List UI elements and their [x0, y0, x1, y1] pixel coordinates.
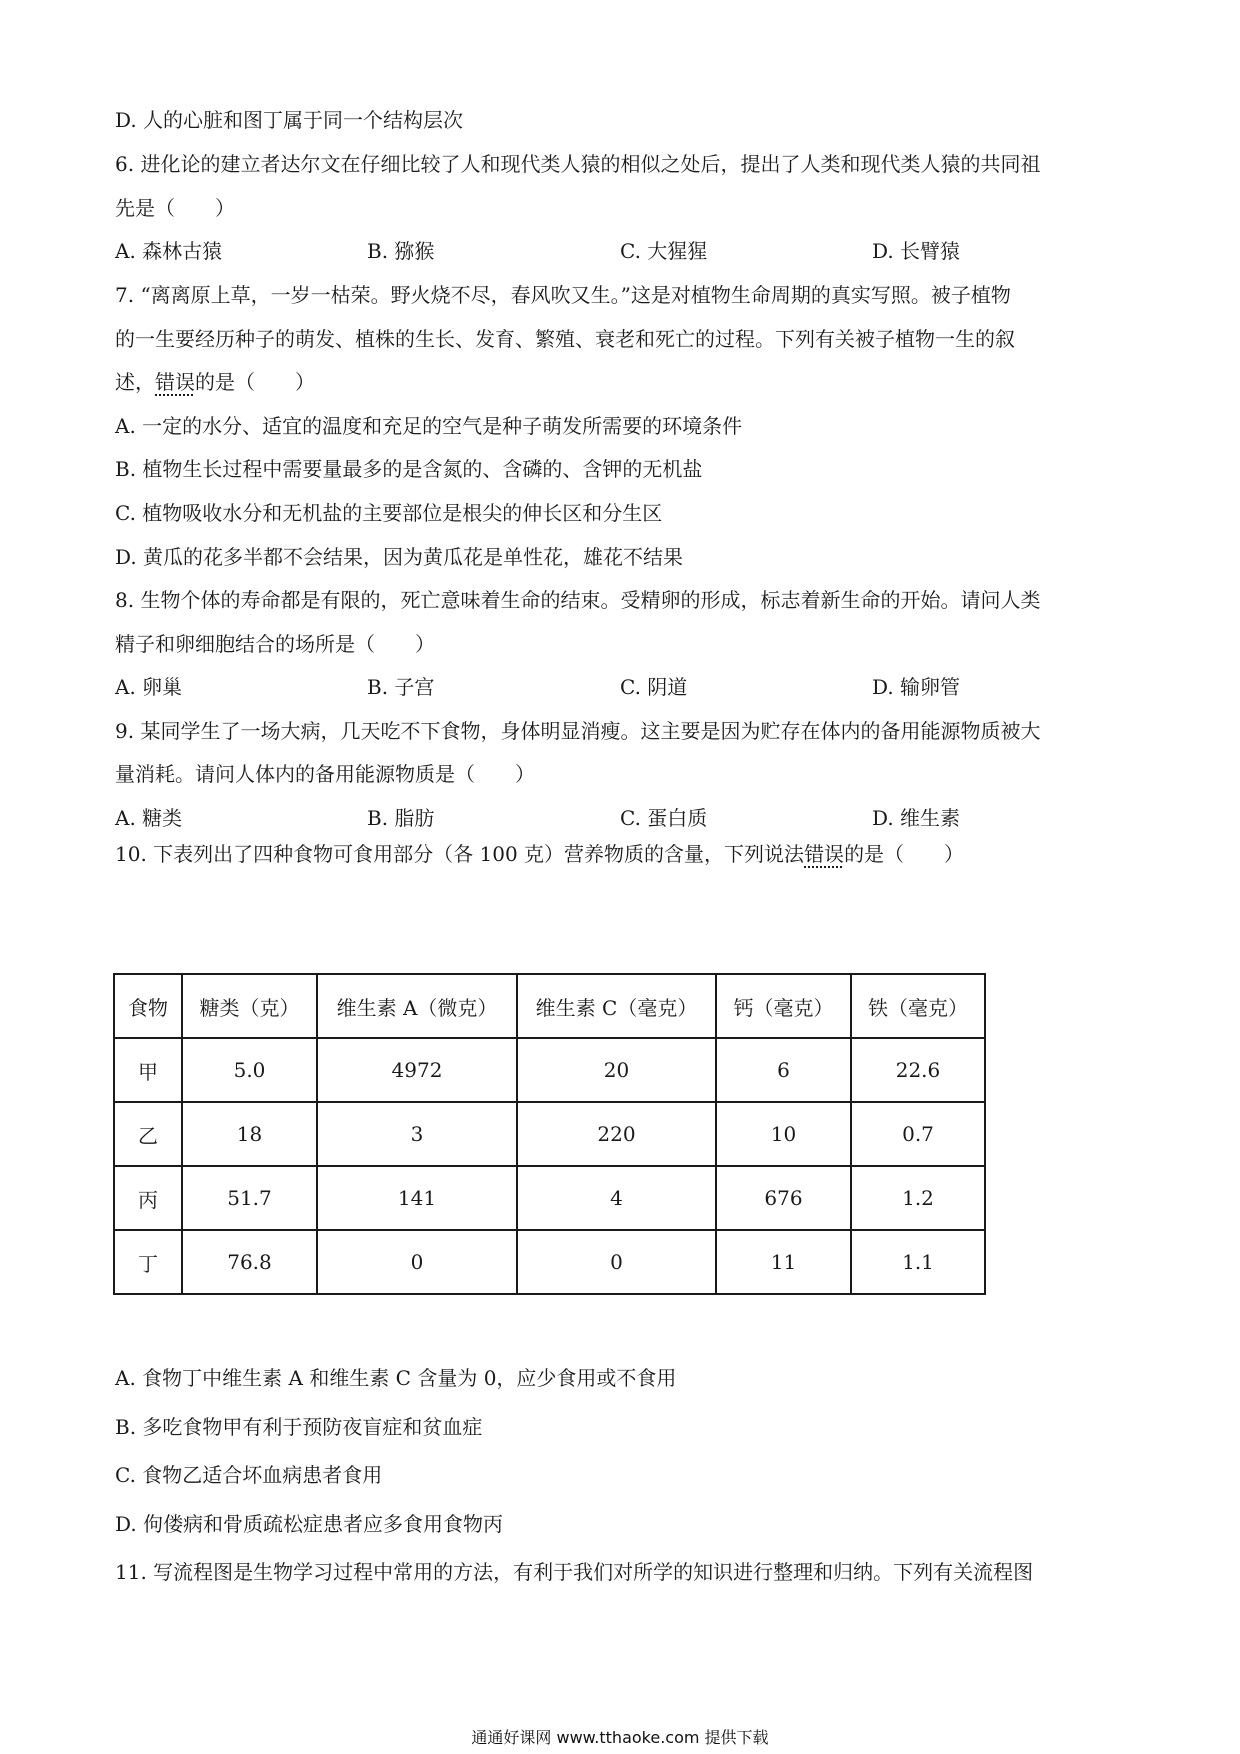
q8-stem-line1: 8. 生物个体的寿命都是有限的，死亡意味着生命的结束。受精卵的形成，标志着新生命的开始。请问人类	[115, 588, 1041, 612]
q7-stem-line1: 7. “离离原上草，一岁一枯荣。野火烧不尽，春风吹又生。”这是对植物生命周期的真实写照。被子植物	[115, 283, 1011, 307]
table-cell: 676	[716, 1166, 851, 1230]
q8-option-b: B. 子宫	[367, 675, 435, 699]
q6-option-c: C. 大猩猩	[620, 239, 708, 263]
table-cell: 10	[716, 1102, 851, 1166]
table-cell: 1.1	[851, 1230, 985, 1294]
table-header-cell: 糖类（克）	[182, 974, 317, 1038]
table-cell: 11	[716, 1230, 851, 1294]
table-cell: 4	[517, 1166, 716, 1230]
table-cell: 丙	[114, 1166, 182, 1230]
q9-option-d: D. 维生素	[872, 806, 961, 830]
q8-option-a: A. 卵巢	[115, 675, 183, 699]
q5-option-d: D. 人的心脏和图丁属于同一个结构层次	[115, 108, 464, 132]
q9-stem-line1: 9. 某同学生了一场大病，几天吃不下食物，身体明显消瘦。这主要是因为贮存在体内的备用能源物质被大	[115, 719, 1041, 743]
table-cell: 4972	[317, 1038, 517, 1102]
q7-option-d: D. 黄瓜的花多半都不会结果，因为黄瓜花是单性花，雄花不结果	[115, 545, 684, 569]
q10-stem	[115, 840, 964, 868]
table-cell: 220	[517, 1102, 716, 1166]
table-cell: 甲	[114, 1038, 182, 1102]
q6-option-d: D. 长臂猿	[872, 239, 961, 263]
q10-emphasis-wrong: 错误	[804, 842, 845, 866]
q7-option-b: B. 植物生长过程中需要量最多的是含氮的、含磷的、含钾的无机盐	[115, 457, 703, 481]
table-cell: 0	[317, 1230, 517, 1294]
q8-options	[115, 673, 1125, 701]
q6-options	[115, 237, 1125, 265]
q8-option-c: C. 阴道	[620, 675, 688, 699]
table-cell: 6	[716, 1038, 851, 1102]
q10-option-b: B. 多吃食物甲有利于预防夜盲症和贫血症	[115, 1415, 483, 1439]
table-cell: 20	[517, 1038, 716, 1102]
q6-stem-line1: 6. 进化论的建立者达尔文在仔细比较了人和现代类人猿的相似之处后，提出了人类和现代类人猿的共同祖	[115, 152, 1041, 176]
table-cell: 1.2	[851, 1166, 985, 1230]
q11-stem-line1: 11. 写流程图是生物学习过程中常用的方法，有利于我们对所学的知识进行整理和归纳。下列有关流程图	[115, 1560, 1034, 1584]
q7-option-c: C. 植物吸收水分和无机盐的主要部位是根尖的伸长区和分生区	[115, 501, 663, 525]
table-cell: 0.7	[851, 1102, 985, 1166]
q6-option-a: A. 森林古猿	[115, 239, 223, 263]
q9-options	[115, 804, 1125, 832]
footer-credit: 通通好课网 www.tthaoke.com 提供下载	[471, 1728, 769, 1747]
table-cell: 丁	[114, 1230, 182, 1294]
q7-stem-line2: 的一生要经历种子的萌发、植株的生长、发育、繁殖、衰老和死亡的过程。下列有关被子植物一生的叙	[115, 327, 1015, 351]
q10-stem-post: 的是（ ）	[844, 842, 965, 866]
table-cell: 76.8	[182, 1230, 317, 1294]
q8-option-d: D. 输卵管	[872, 675, 961, 699]
q7-stem-line3	[115, 368, 315, 396]
table-row	[114, 1038, 985, 1102]
q7-stem-post: 的是（ ）	[195, 370, 315, 394]
table-cell: 5.0	[182, 1038, 317, 1102]
table-row	[114, 1166, 985, 1230]
table-header-cell: 铁（毫克）	[851, 974, 985, 1038]
nutrition-table	[113, 973, 986, 1295]
table-header-cell: 维生素 A（微克）	[317, 974, 517, 1038]
q9-stem-line2: 量消耗。请问人体内的备用能源物质是（ ）	[115, 762, 535, 786]
q7-stem-pre: 述，	[115, 370, 155, 394]
q8-stem-line2: 精子和卵细胞结合的场所是（ ）	[115, 632, 435, 656]
q7-emphasis-wrong: 错误	[155, 370, 195, 394]
table-row	[114, 1230, 985, 1294]
q9-option-b: B. 脂肪	[367, 806, 435, 830]
table-header-cell: 钙（毫克）	[716, 974, 851, 1038]
table-row	[114, 1102, 985, 1166]
q10-option-a: A. 食物丁中维生素 A 和维生素 C 含量为 0，应少食用或不食用	[115, 1366, 677, 1390]
table-header-cell: 维生素 C（毫克）	[517, 974, 716, 1038]
q7-option-a: A. 一定的水分、适宜的温度和充足的空气是种子萌发所需要的环境条件	[115, 414, 743, 438]
table-cell: 0	[517, 1230, 716, 1294]
table-cell: 乙	[114, 1102, 182, 1166]
table-cell: 22.6	[851, 1038, 985, 1102]
table-cell: 51.7	[182, 1166, 317, 1230]
q6-option-b: B. 猕猴	[367, 239, 435, 263]
table-header-row	[114, 974, 985, 1038]
q9-option-c: C. 蛋白质	[620, 806, 708, 830]
table-header-cell: 食物	[114, 974, 182, 1038]
q10-option-d: D. 佝偻病和骨质疏松症患者应多食用食物丙	[115, 1512, 504, 1536]
table-cell: 141	[317, 1166, 517, 1230]
q9-option-a: A. 糖类	[115, 806, 183, 830]
q6-stem-line2: 先是（ ）	[115, 196, 235, 220]
table-cell: 18	[182, 1102, 317, 1166]
table-cell: 3	[317, 1102, 517, 1166]
q10-stem-pre: 10. 下表列出了四种食物可食用部分（各 100 克）营养物质的含量，下列说法	[115, 842, 805, 866]
q10-option-c: C. 食物乙适合坏血病患者食用	[115, 1463, 383, 1487]
